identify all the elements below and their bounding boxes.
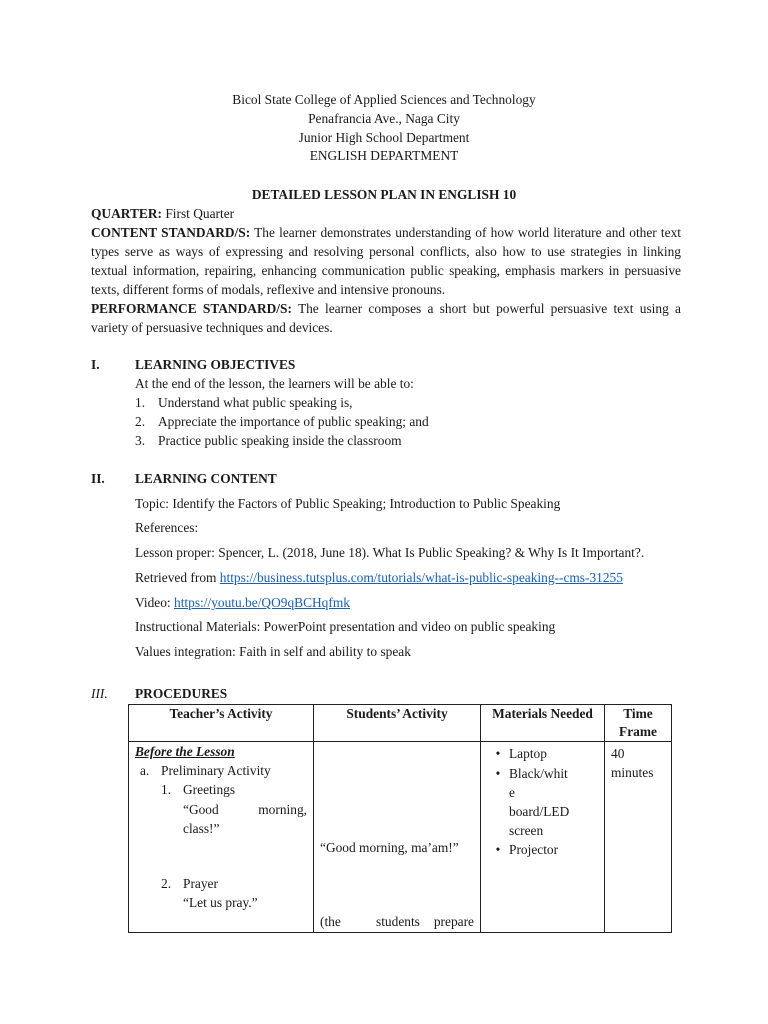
students-note-mid: students (376, 914, 420, 929)
performance-standard-text: The learner composes a short but powerful persuasive text using a variety of persuasive techniques and devices. (91, 301, 681, 335)
performance-standard-label: PERFORMANCE STANDARD/S: (91, 301, 292, 316)
list-marker: 1. (161, 782, 172, 797)
teacher-activity-cell (129, 742, 314, 933)
time-frame-cell (605, 742, 672, 933)
table-row (129, 742, 672, 933)
quarter-value: First Quarter (165, 206, 235, 221)
students-note-start: (the (320, 914, 341, 929)
standards-block (91, 204, 681, 337)
department-name: Junior High School Department (298, 129, 470, 145)
column-header-materials: Materials Needed (481, 705, 605, 742)
list-item: • Projector (495, 842, 559, 857)
topic-line: Topic: Identify the Factors of Public Speaking; Introduction to Public Speaking (135, 496, 561, 511)
time-value: 40 (611, 746, 625, 761)
material-continuation: e (509, 785, 515, 800)
lesson-proper-line: Lesson proper: Spencer, L. (2018, June 18). What Is Public Speaking? & Why Is It Important?. (135, 545, 645, 560)
procedures-table (128, 704, 672, 933)
section-learning-content (91, 469, 691, 488)
materials-line: Instructional Materials: PowerPoint presentation and video on public speaking (135, 619, 556, 634)
students-reply: “Good morning, ma’am!” (320, 840, 459, 855)
list-item: • Black/whit (495, 766, 568, 781)
school-header (0, 91, 768, 166)
section-learning-objectives (91, 355, 691, 374)
values-line: Values integration: Faith in self and ability to speak (135, 644, 411, 659)
students-activity-cell (314, 742, 481, 933)
greeting-quote-mid: morning, (258, 802, 307, 817)
objectives-list (135, 374, 675, 450)
section-number: I. (91, 357, 100, 372)
quarter-label: QUARTER: (91, 206, 162, 221)
school-address: Penafrancia Ave., Naga City (308, 110, 460, 126)
subject-department: ENGLISH DEPARTMENT (309, 148, 459, 164)
list-marker: 2. (161, 876, 172, 891)
greeting-quote-start: “Good (183, 802, 219, 817)
column-header-students: Students’ Activity (314, 705, 481, 742)
section-procedures (91, 684, 691, 703)
reference-link[interactable]: https://business.tutsplus.com/tutorials/what-is-public-speaking--cms-31255 (219, 570, 623, 585)
document-title: DETAILED LESSON PLAN IN ENGLISH 10 (251, 187, 517, 202)
list-item: 1. Understand what public speaking is, (135, 395, 353, 410)
school-name: Bicol State College of Applied Sciences and Technology (232, 92, 536, 107)
material-continuation: screen (509, 823, 544, 838)
quarter-line (91, 204, 681, 223)
prayer-quote: “Let us pray.” (183, 895, 258, 910)
section-title: PROCEDURES (135, 686, 228, 701)
prayer-label: Prayer (183, 876, 218, 891)
list-marker: a. (140, 763, 150, 778)
list-item: 3. Practice public speaking inside the classroom (135, 433, 402, 448)
performance-standard (91, 299, 681, 337)
time-unit: minutes (611, 765, 654, 780)
retrieved-line: Retrieved from https://business.tutsplus.com/tutorials/what-is-public-speaking--cms-31255 (135, 570, 623, 585)
column-header-time: Time Frame (605, 705, 672, 742)
table-header-row (129, 705, 672, 742)
preliminary-activity: Preliminary Activity (161, 763, 271, 778)
content-standard-label: CONTENT STANDARD/S: (91, 225, 251, 240)
video-line: Video: https://youtu.be/QO9qBCHqfmk (135, 595, 350, 610)
section-number: II. (91, 471, 105, 486)
section-number: III. (91, 686, 108, 701)
video-link[interactable]: https://youtu.be/QO9qBCHqfmk (174, 595, 350, 610)
section-title: LEARNING OBJECTIVES (135, 357, 296, 372)
before-lesson-heading: Before the Lesson (135, 744, 235, 759)
list-item: • Laptop (495, 746, 547, 761)
content-standard (91, 223, 681, 299)
column-header-teacher: Teacher’s Activity (129, 705, 314, 742)
materials-cell (481, 742, 605, 933)
list-item: 2. Appreciate the importance of public speaking; and (135, 414, 429, 429)
objectives-intro: At the end of the lesson, the learners will be able to: (135, 376, 414, 391)
section-title: LEARNING CONTENT (135, 471, 277, 486)
greetings-label: Greetings (183, 782, 236, 797)
content-standard-text: The learner demonstrates understanding of how world literature and other text types serve as ways of expressing and resolving personal conflicts, also how to use strategies in linking textual information, repairing, enhancing communication public speaking, emphasis markers in persuasive texts, different forms of modals, reflexive and intensive pronouns. (91, 225, 682, 297)
students-note-end: prepare (433, 914, 474, 929)
greeting-quote-end: class!” (183, 821, 220, 836)
references-label: References: (135, 520, 199, 535)
material-continuation: board/LED (509, 804, 570, 819)
